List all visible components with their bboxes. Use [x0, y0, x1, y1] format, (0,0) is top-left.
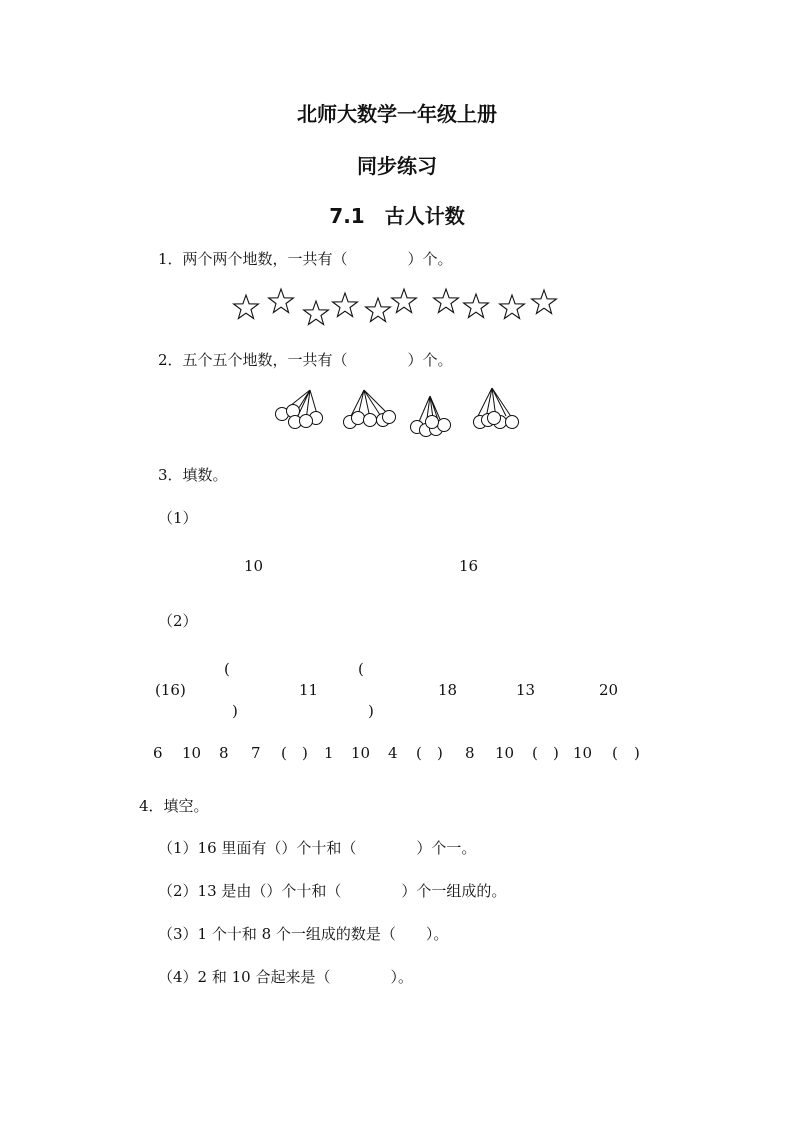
seq-item: 8	[465, 744, 475, 762]
star-icon	[333, 293, 358, 317]
seq-item: )	[302, 744, 308, 762]
cherry-bunch-icon	[344, 390, 396, 429]
close-paren: )	[232, 702, 238, 720]
open-paren: (	[224, 660, 230, 678]
number-cell: 11	[299, 681, 319, 699]
number-cell: 13	[516, 681, 536, 699]
star-icon	[269, 289, 294, 313]
open-paren: (	[358, 660, 364, 678]
seq-item: 10	[573, 744, 593, 762]
star-icon	[234, 295, 259, 319]
seq-item: (	[612, 744, 618, 762]
star-icon	[532, 290, 557, 314]
star-icon	[434, 289, 459, 313]
lesson-title: 7.1 古人计数	[329, 204, 465, 228]
book-title: 北师大数学一年级上册	[297, 102, 497, 126]
seq-item: (	[281, 744, 287, 762]
cherry-bunch-icon	[276, 390, 323, 429]
seq-item: )	[437, 744, 443, 762]
seq-item: 10	[495, 744, 515, 762]
question-3-part-1: （1）	[158, 509, 198, 527]
number-cell: 10	[244, 557, 264, 575]
seq-item: 1	[324, 744, 334, 762]
fill-blank-item: （2）13 是由（）个十和（ ）个一组成的。	[158, 882, 507, 900]
cherry-bunch-icon	[474, 388, 519, 429]
number-cell: 16	[459, 557, 479, 575]
seq-item: (	[532, 744, 538, 762]
close-paren: )	[368, 702, 374, 720]
seq-item: 6	[153, 744, 163, 762]
seq-item: 10	[182, 744, 202, 762]
cherry-bunch-icon	[411, 396, 451, 437]
fill-blank-item: （1）16 里面有（）个十和（ ）个一。	[158, 839, 477, 857]
seq-item: )	[553, 744, 559, 762]
star-icon	[366, 298, 391, 322]
seq-item: )	[634, 744, 640, 762]
question-2: 2．五个五个地数，一共有（ ）个。	[158, 351, 453, 369]
star-icon	[464, 294, 489, 318]
star-icon	[304, 301, 329, 325]
number-cell: (16)	[155, 681, 186, 699]
seq-item: 4	[388, 744, 398, 762]
question-3-part-2: （2）	[158, 612, 198, 630]
question-4: 4．填空。	[139, 797, 209, 815]
star-icon	[392, 289, 417, 313]
fill-blank-item: （3）1 个十和 8 个一组成的数是（ ）。	[158, 925, 449, 943]
star-row	[0, 280, 794, 340]
star-icon	[500, 295, 525, 319]
number-cell: 18	[438, 681, 458, 699]
worksheet-subtitle: 同步练习	[357, 154, 437, 178]
cherry-row	[0, 384, 794, 444]
question-1: 1．两个两个地数，一共有（ ）个。	[158, 250, 453, 268]
seq-item: 8	[219, 744, 229, 762]
fill-blank-item: （4）2 和 10 合起来是（ ）。	[158, 968, 413, 986]
number-cell: 20	[599, 681, 619, 699]
question-3: 3．填数。	[158, 466, 228, 484]
seq-item: 10	[351, 744, 371, 762]
seq-item: 7	[251, 744, 261, 762]
seq-item: (	[416, 744, 422, 762]
